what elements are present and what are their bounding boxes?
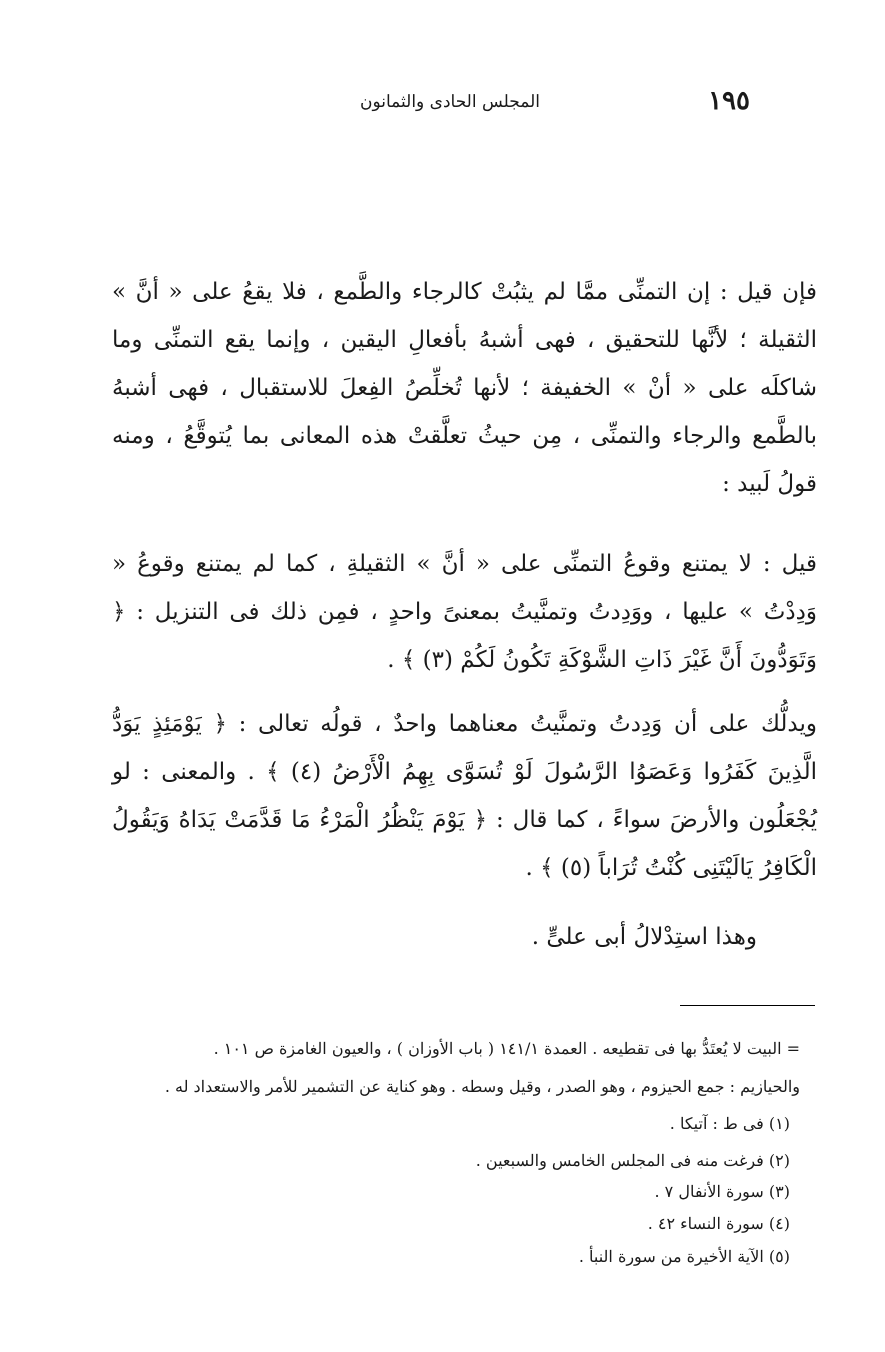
- footnote-continuation: = البيت لا يُعتَدُّ بها فى تقطيعه . العمدة ١٤١/١ ( باب الأوزان ) ، والعيون الغامزة ص ١٠١ .: [213, 1039, 800, 1058]
- paragraph-2: قيل : لا يمتنع وقوعُ التمنِّى على « أنَّ » الثقيلةِ ، كما لم يمتنع وقوعُ « وَدِدْتُ » عليها ، ووَدِدتُ وتمنَّيتُ بمعنىً واحدٍ ، فمِن ذلك فى التنزيل : ﴿ وَتَوَدُّونَ أَنَّ غَيْرَ ذَاتِ الشَّوْكَةِ تَكُونُ لَكُمْ (٣) ﴾ .: [112, 551, 817, 673]
- running-title: المجلس الحادى والثمانون: [360, 92, 540, 112]
- paragraph-1: فإن قيل : إن التمنِّى ممَّا لم يثبُتْ كالرجاء والطَّمع ، فلا يقعُ على « أنَّ » الثقيلة ؛ لأنَّها للتحقيق ، فهى أشبهُ بأفعالِ اليقين ، وإنما يقع التمنِّى وما شاكلَه على « أنْ » الخفيفة ؛ لأنها تُخلِّصُ الفِعلَ للاستقبال ، فهى أشبهُ بالطَّمع والرجاء والتمنِّى ، مِن حيثُ تعلَّقتْ هذه المعانى بما يُتوقَّعُ ، ومنه قولُ لَبيد :: [112, 279, 817, 497]
- footnote-gloss: والحيازيم : جمع الحيزوم ، وهو الصدر ، وقيل وسطه . وهو كناية عن التشمير للأمر والاستعداد له .: [164, 1077, 800, 1096]
- page-header: [150, 82, 750, 122]
- paragraph-3: ويدلُّك على أن وَدِدتُ وتمنَّيتُ معناهما واحدٌ ، قولُه تعالى : ﴿ يَوْمَئِذٍ يَوَدُّ الَّذِينَ كَفَرُوا وَعَصَوُا الرَّسُولَ لَوْ تُسَوَّى بِهِمُ الْأَرْضُ (٤) ﴾ . والمعنى : لو يُجْعَلُون والأرضَ سواءً ، كما قال : ﴿ يَوْمَ يَنْظُرُ الْمَرْءُ مَا قَدَّمَتْ يَدَاهُ وَيَقُولُ الْكَافِرُ يَالَيْتَنِى كُنْتُ تُرَاباً (٥) ﴾ .: [112, 711, 817, 881]
- footnote-3: (٣) سورة الأنفال ٧ .: [654, 1182, 790, 1201]
- footnote-5: (٥) الآية الأخيرة من سورة النبأ .: [578, 1247, 790, 1266]
- paragraph-4: وهذا استِدْلالُ أبى علىٍّ .: [531, 924, 757, 950]
- page-number: ١٩٥: [708, 86, 750, 116]
- footnote-4: (٤) سورة النساء ٤٢ .: [647, 1214, 790, 1233]
- footnote-1: (١) فى ط : آتيكا .: [669, 1114, 790, 1133]
- footnote-divider: [680, 1005, 815, 1006]
- footnote-2: (٢) فرغت منه فى المجلس الخامس والسبعين .: [475, 1151, 790, 1170]
